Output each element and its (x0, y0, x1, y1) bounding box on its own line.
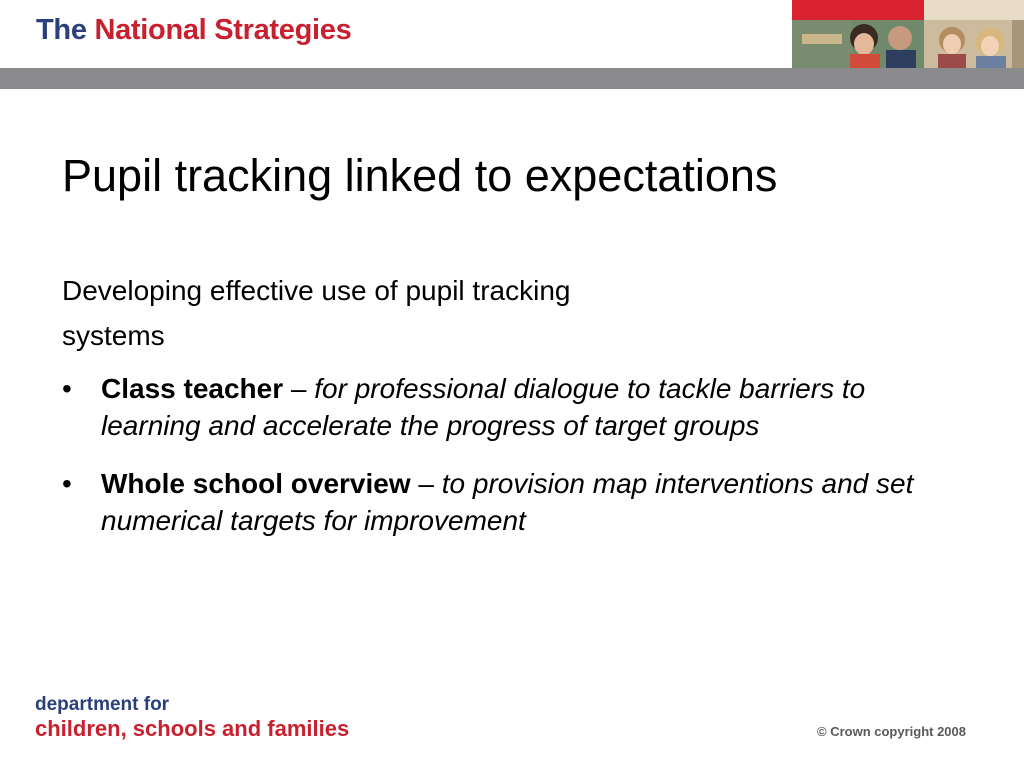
header-photo-strip (792, 0, 1024, 68)
slide-title: Pupil tracking linked to expectations (62, 150, 778, 201)
bullet-bold-term: Whole school overview (101, 468, 411, 499)
bullet-description: for professional dialogue to tackle barriers to learning and accelerate the progress of target groups (101, 373, 866, 441)
copyright-notice: © Crown copyright 2008 (817, 724, 966, 739)
subtitle-line-1: Developing effective use of pupil tracking (62, 275, 571, 306)
bullet-list (62, 370, 962, 560)
header-bar (0, 68, 1024, 89)
logo-the: The (36, 14, 87, 46)
bullet-dash: – (410, 468, 442, 499)
bullet-description: to provision map interventions and set numerical targets for improvement (101, 468, 914, 536)
subtitle-line-2: systems (62, 320, 165, 351)
logo-national-strategies: National Strategies (94, 14, 352, 46)
bullet-class-teacher (62, 370, 962, 444)
dept-line-2: children, schools and families (35, 716, 350, 741)
bullet-dot: • (62, 373, 72, 404)
bullet-bold-term: Class teacher (101, 373, 284, 404)
bullet-whole-school-overview (62, 465, 962, 539)
national-strategies-logo (36, 14, 351, 47)
dept-line-1: department for (35, 694, 170, 715)
dcsf-logo (35, 694, 349, 742)
bullet-dash: – (283, 373, 315, 404)
bullet-dot: • (62, 468, 72, 499)
slide-subtitle (62, 268, 722, 358)
